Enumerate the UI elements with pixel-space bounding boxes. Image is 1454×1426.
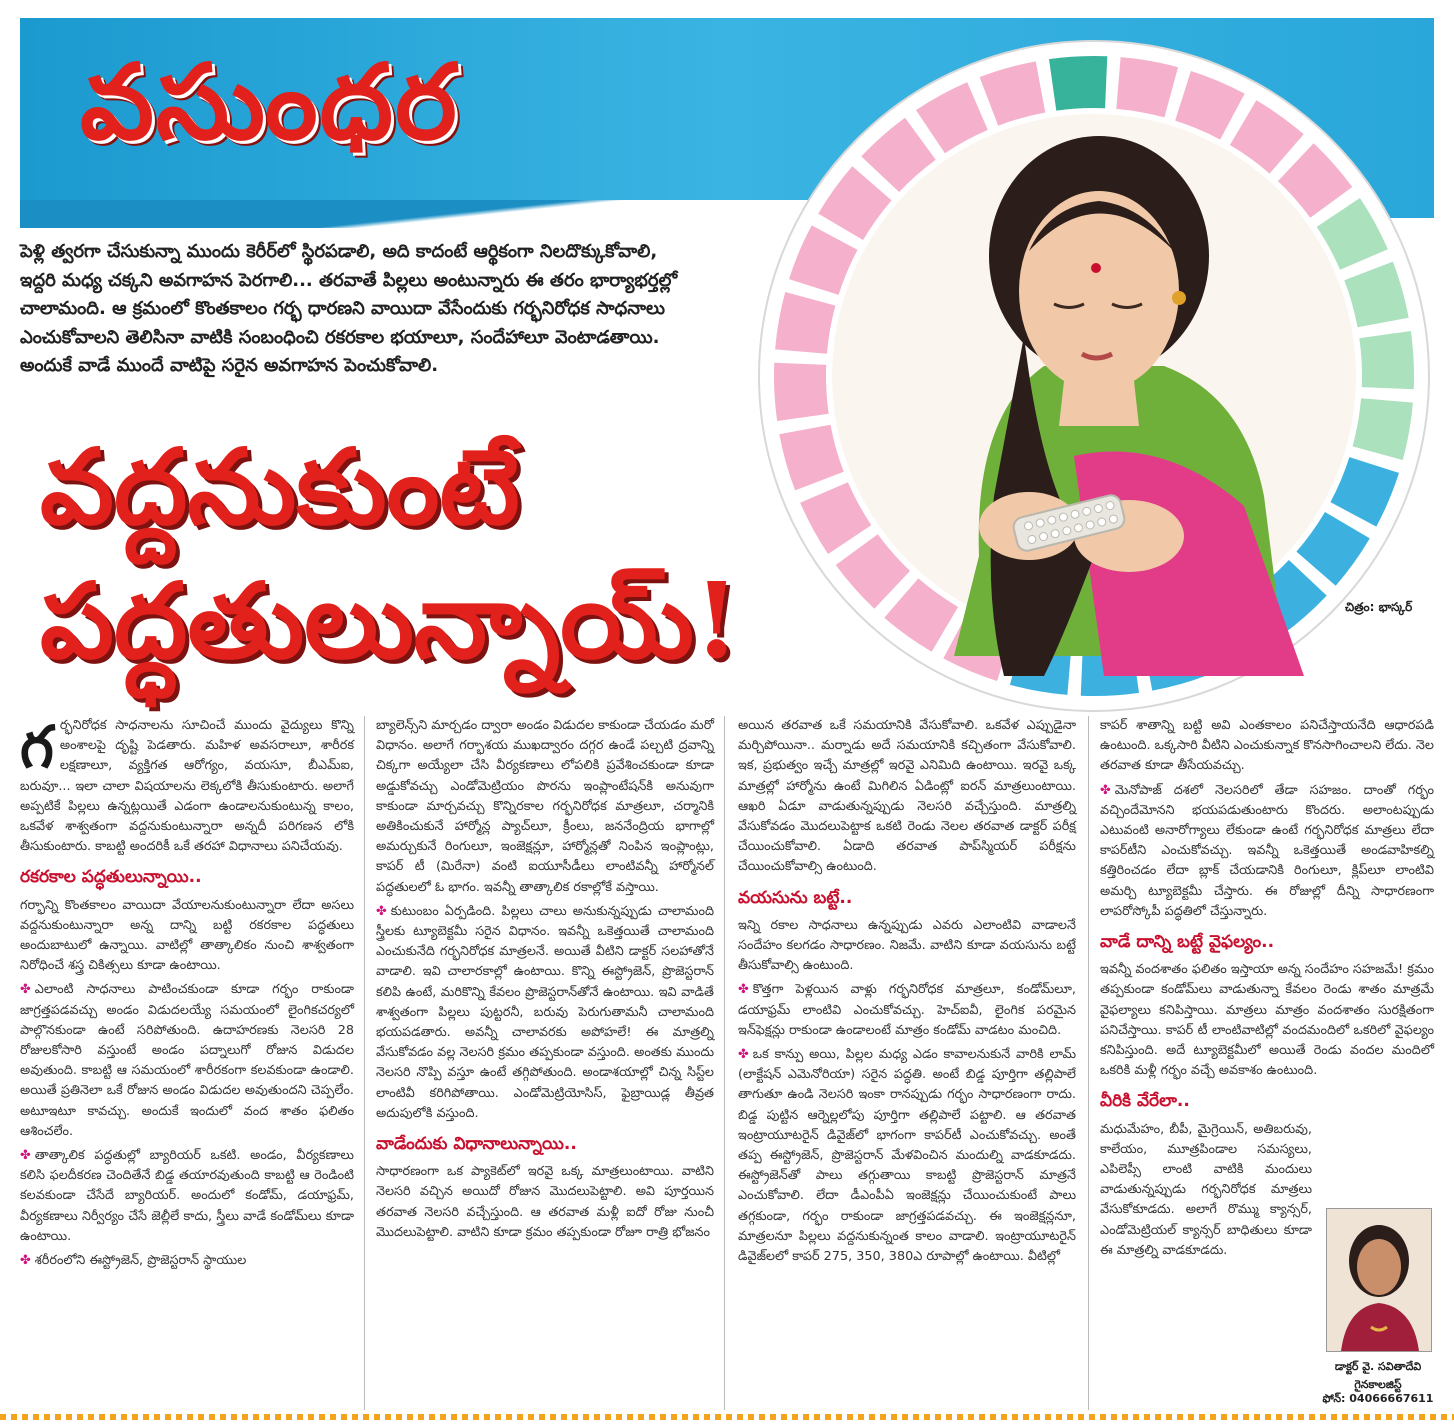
bullet-paragraph: ✤ తాత్కాలిక పద్ధతుల్లో బ్యారియర్ ఒకటి. అండం, వీర్యకణాలు కలిసి ఫలదీకరణ చెందితేనే బిడ్డ తయారవుతుంది కాబట్టి ఆ రెండింటి కలవకుండా చేసేదే బ్యారియర్. అందులో కండోమ్, డయాఫ్రమ్, వీర్యకణాలు నిర్వీర్యం చేసే జెల్లీలే కాదు, స్త్రీలు వాడే కండోమ్‌లు కూడా ఉంటాయి. xyxy=(20,1148,354,1244)
doctor-phone: ఫోన్: 04066667611 xyxy=(1322,1392,1434,1405)
headline-line-2: పద్ధతులున్నాయ్! xyxy=(40,559,740,682)
paragraph: సాధారణంగా ఒక ప్యాకెట్‌లో ఇరవై ఒక్క మాత్రలుంటాయి. వాటిని నెలసరి వచ్చిన అయిదో రోజున మొదలుపెట్టాలి. అవి పూర్తయిన తరవాత నెలసరి వచ్చేస్తుంది. ఆ తరవాత మళ్లీ ఐదో రోజు నుంచీ మొదలుపెట్టాలి. వాటిని కూడా క్రమం తప్పకుండా రోజూ రాత్రి భోజనం xyxy=(376,1164,714,1240)
column-4 xyxy=(1100,716,1434,1265)
paragraph: ఇవన్నీ వందశాతం ఫలితం ఇస్తాయా అన్న సందేహం సహజమే! క్రమం తప్పకుండా కండోమ్‌లు వాడుతున్నా కేవలం రెండు శాతం మాత్రమే వైఫల్యాలు కనిపిస్తాయి. మాత్రలు మాత్రం వందశాతం సురక్షితంగా పనిచేస్తాయి. కాపర్ టీ లాంటివాటిల్లో వందమందిలో ఒకరిలో వైఫల్యం కనిపిస్తుంది. అదే ట్యూబెక్టమీలో అయితే రెండు వందల మందిలో ఒకరికి మళ్లీ గర్భం వచ్చే అవకాశం ఉంటుంది. xyxy=(1100,962,1434,1079)
intro-line: ఇద్దరి మధ్య చక్కని అవగాహన పెరగాలి... తరవాతే పిల్లలు అంటున్నారు ఈ తరం భార్యాభర్తల్లో xyxy=(20,269,678,291)
paragraph: మధుమేహం, బీపీ, మైగ్రెయిన్, అతిబరువు, కాలేయం, మూత్రపిండాల సమస్యలు, ఎపిలెప్సీ లాంటి వాటికి మందులు వాడుతున్నప్పుడు గర్భనిరోధక మాత్రలు వేసుకోకూడదు. అలాగే రొమ్ము క్యాన్సర్, ఎండోమెట్రియల్ క్యాన్సర్ బాధితులు కూడా ఈ మాత్రల్ని వాడకూడదు. xyxy=(1100,1121,1312,1258)
calendar-day-segment xyxy=(774,363,829,421)
section-heading: వీరికి వేరేలా.. xyxy=(1100,1091,1190,1112)
flower-bullet-icon: ✤ xyxy=(20,1148,31,1164)
section-heading: వాడేందుకు విధానాలున్నాయి.. xyxy=(376,1134,577,1155)
illustration-credit: చిత్రం: భాస్కర్ xyxy=(1345,600,1413,614)
bullet-paragraph: ✤ కొత్తగా పెళ్లయిన వాళ్లు గర్భనిరోధక మాత్రలూ, కండోమ్‌లూ, డయాఫ్రమ్ లాంటివి ఎంచుకోవచ్చు. హెచ్ఐవీ, లైంగిక పరమైన ఇన్‌ఫెక్షన్లు రాకుండా ఉండాలంటే మాత్రం కండోమ్ వాడటం మంచిది. xyxy=(738,982,1076,1038)
calendar-day-segment xyxy=(1049,56,1107,111)
article-headline xyxy=(40,420,740,688)
column-divider xyxy=(1088,716,1089,1410)
section-heading: వయసును బట్టే.. xyxy=(738,887,853,908)
section-heading: వాడే దాన్ని బట్టే వైఫల్యం.. xyxy=(1100,932,1275,953)
doctor-card xyxy=(1322,1208,1434,1406)
paragraph: గర్భాన్ని కొంతకాలం వాయిదా వేయాలనుకుంటున్నారా లేదా అసలు వద్దనుకుంటున్నారా అన్న దాన్ని బట్టి రకరకాల పద్ధతులు అందుబాటులో ఉన్నాయి. వాటిల్లో తాత్కాలికం నుంచి శాశ్వతంగా నిరోధించే శస్త్ర చికిత్సలు కూడా ఉంటాయి. xyxy=(20,897,354,974)
intro-line: పెళ్లి త్వరగా చేసుకున్నా ముందు కెరీర్‌లో స్థిరపడాలి, అది కాదంటే ఆర్థికంగా నిలదొక్కుకోవాలి, xyxy=(20,241,658,262)
bullet-paragraph: ✤ కుటుంబం ఏర్పడింది. పిల్లలు చాలు అనుకున్నప్పుడు చాలామంది స్త్రీలకు ట్యూబెక్టమీ సరైన విధానం. ఇవన్నీ ఒకెత్తయితే చాలామంది ఎంచుకునేది గర్భనిరోధక మాత్రలనే. అయితే వీటిని డాక్టర్ సలహాతోనే వాడాలి. ఇవి చాలారకాల్లో ఉంటాయి. కొన్ని ఈస్ట్రోజెన్, ప్రొజెస్టరాన్ కలిపి ఉంటే, మరికొన్ని కేవలం ప్రొజెస్టరాన్‌తోనే ఉంటాయి. ఇవి వాడితే శాశ్వతంగా పిల్లలు పుట్టరనీ, బరువు పెరుగుతామనీ చాలామంది భయపడతారు. అవన్నీ చాలావరకు అపోహలే! ఈ మాత్రల్ని వేసుకోవడం వల్ల నెలసరి క్రమం తప్పకుండా వస్తుంది. అంతకు ముందు నెలసరి నొప్పి వస్తూ ఉంటే తగ్గిపోతుంది. అండాశయాల్లో చిన్న సిస్ట్‌ల లాంటివీ కరిగిపోతాయి. ఎండోమెట్రియోసిస్, ఫైబ్రాయిడ్ల తీవ్రత అదుపులోకి వస్తుంది. xyxy=(376,903,714,1121)
column-divider xyxy=(364,716,365,1410)
flower-bullet-icon: ✤ xyxy=(738,1047,749,1063)
bullet-paragraph: ✤ ఎలాంటి సాధనాలు పాటించకుండా కూడా గర్భం రాకుండా జాగ్రత్తపడవచ్చు అండం విడుదలయ్యే సమయంలో లైంగికచర్యలో పాల్గొనకుండా ఉంటే సరిపోతుంది. ఉదాహరణకు నెలసరి 28 రోజులకోసారి వస్తుంటే అండం పద్నాలుగో రోజున విడుదల అవుతుంది. కాబట్టి ఆ సమయంలో శారీరకంగా కలవకుండా ఉండాలి. అయితే ప్రతినెలా ఒకే రోజున అండం విడుదల అవుతుందని చెప్పలేం. అటూఇటూ కావచ్చు. అందుకే ఇందులో వంద శాతం ఫలితం ఆశించలేం. xyxy=(20,982,354,1139)
intro-line: ఎంచుకోవాలని తెలిసినా వాటికి సంబంధించి రకరకాల భయాలూ, సందేహాలూ వెంటాడతాయి. xyxy=(20,326,660,348)
column-3 xyxy=(738,716,1076,1271)
paragraph: ర్భనిరోధక సాధనాలను సూచించే ముందు వైద్యులు కొన్ని అంశాలపై దృష్టి పెడతారు. మహిళ అవసరాలూ, శారీరక లక్షణాలూ, వ్యక్తిగత ఆరోగ్యం, వయసూ, బీఎమ్ఐ, బరువూ... ఇలా చాలా విషయాలను లెక్కలోకి తీసుకుంటారు. అలాగే అప్పటికే పిల్లలు ఉన్నట్లయితే ఎడంగా ఉండాలనుకుంటున్న కాలం, ఒకవేళ శాశ్వతంగా వద్దనుకుంటున్నారా అన్నదీ పరిగణన లోకి తీసుకుంటారు. కాబట్టి అందరికీ ఒకే తరహా విధానాలు పనిచేయవు. xyxy=(20,718,354,855)
doctor-name: డాక్టర్ వై. సవితాదేవి xyxy=(1334,1360,1422,1373)
paragraph: ఇన్ని రకాల సాధనాలు ఉన్నప్పుడు ఎవరు ఎలాంటివి వాడాలనే సందేహం కలగడం సాధారణం. నిజమే. వాటిని కూడా వయసును బట్టే తీసుకోవాల్సి ఉంటుంది. xyxy=(738,917,1076,974)
column-2 xyxy=(376,716,714,1247)
flower-bullet-icon: ✤ xyxy=(20,1253,31,1269)
bullet-paragraph: ✤ శరీరంలోని ఈస్ట్రోజెన్, ప్రొజెస్టరాన్ స్థాయుల xyxy=(20,1253,247,1269)
paragraph: అయిన తరవాత ఒకే సమయానికి వేసుకోవాలి. ఒకవేళ ఎప్పుడైనా మర్చిపోయినా.. మర్నాడు అదే సమయానికి కచ్చితంగా వేసుకోవాలి. ఇక, ప్రభుత్వం ఇచ్చే మాత్రల్లో ఇరవై ఎనిమిది ఉంటాయి. ఇరవై ఒక్క మాత్రల్లో హార్మోను ఉంటే మిగిలిన ఏడింట్లో ఐరన్ మాత్రలుంటాయి. ఆఖరి ఏడూ వాడుతున్నప్పుడు నెలసరి వచ్చేస్తుంది. మాత్రల్ని వేసుకోవడం మొదలుపెట్టాక ఒకటి రెండు నెలల తరవాత డాక్టర్ పరీక్ష చేయించుకోవాలి. ఏడాది తరవాత పాప్‌స్మియర్ పరీక్షను చేయించుకోవాల్సి ఉంటుంది. xyxy=(738,718,1076,875)
paragraph: కాపర్ శాతాన్ని బట్టి అవి ఎంతకాలం పనిచేస్తాయనేది ఆధారపడి ఉంటుంది. ఒక్కసారి వీటిని ఎంచుకున్నాక కొనసాగించాలని లేదు. నెల తరవాత కూడా తీసేయవచ్చు. xyxy=(1100,718,1434,774)
intro-line: చాలామంది. ఆ క్రమంలో కొంతకాలం గర్భ ధారణని వాయిదా వేసేందుకు గర్భనిరోధక సాధనాలు xyxy=(20,298,665,319)
flower-bullet-icon: ✤ xyxy=(376,903,387,919)
drop-cap: గ xyxy=(20,713,54,781)
cycle-calendar-illustration xyxy=(744,36,1444,716)
calendar-day-segment xyxy=(1359,331,1414,389)
intro-paragraph xyxy=(20,238,750,381)
bottom-dotted-rule xyxy=(0,1414,1454,1420)
flower-bullet-icon: ✤ xyxy=(1100,782,1111,798)
doctor-role: గైనకాలజిస్ట్ xyxy=(1354,1378,1402,1391)
headline-line-1: వద్దనుకుంటే xyxy=(40,425,520,548)
column-1 xyxy=(20,713,354,1275)
doctor-photo xyxy=(1326,1208,1432,1352)
section-heading: రకరకాల పద్ధతులున్నాయి.. xyxy=(20,867,202,888)
masthead-title: వసుంధర xyxy=(80,40,459,163)
intro-line: అందుకే వాడే ముందే వాటిపై సరైన అవగాహన పెంచుకోవాలి. xyxy=(20,355,439,376)
bullet-paragraph: ✤ మెనోపాజ్ దశలో నెలసరిలో తేడా సహజం. దాంతో గర్భం వచ్చిందేమోనని భయపడుతుంటారు కొందరు. అలాంటప్పుడు ఎటువంటి అనారోగ్యాలు లేకుండా ఉంటే గర్భనిరోధక మాత్రలు లేదా కాపర్‌టీని ఎంచుకోవచ్చు. ఇవన్నీ ఒకెత్తయితే అండవాహికల్ని కత్తిరించడం లేదా బ్లాక్ చేయడానికి రింగులూ, క్లిప్‌లూ లాంటివి అమర్చి ట్యూబెక్టమీ చేస్తారు. ఈ రోజుల్లో దీన్ని సాధారణంగా లాపరోస్కోపీ పద్ధతిలో చేస్తున్నారు. xyxy=(1100,782,1434,919)
paragraph: బ్యాలెన్స్‌ని మార్చడం ద్వారా అండం విడుదల కాకుండా చేయడం మరో విధానం. అలాగే గర్భాశయ ముఖద్వారం దగ్గర ఉండే పల్చటి ద్రవాన్ని చిక్కగా అయ్యేలా చేసి వీర్యకణాలు లోపలికి ప్రవేశించకుండా కూడా అడ్డుకోవచ్చు ఎండోమెట్రియం పొరను ఇంప్లాంటేషన్‌కి అనువుగా కాకుండా మార్చవచ్చు కొన్నిరకాల గర్భనిరోధక మాత్రలూ, చర్మానికి అతికించుకునే హార్మోన్ల ప్యాచ్‌లూ, క్రీంలు, జననేంద్రియ భాగాల్లో అమర్చుకునే రింగులూ, ఇంజెక్షన్లూ, హార్మోన్లతో నింపిన ఇంప్లాంట్లు, కాపర్ టీ (మిరేనా) వంటి ఐయూసీడీలు లాంటివన్నీ హార్మోనల్ పద్ధతులలో ఓ భాగం. ఇవన్నీ తాత్కాలిక రకాల్లోకే వస్తాయి. xyxy=(376,718,714,895)
flower-bullet-icon: ✤ xyxy=(20,982,31,998)
column-divider xyxy=(724,716,725,1410)
flower-bullet-icon: ✤ xyxy=(738,982,749,998)
bullet-paragraph: ✤ ఒక కాన్పు అయి, పిల్లల మధ్య ఎడం కావాలనుకునే వారికి లామ్ (లాక్టేషన్ ఎమెనోరియా) సరైన పద్ధతి. అంటే బిడ్డ పూర్తిగా తల్లిపాలే తాగుతూ ఉండి నెలసరి ఇంకా రానప్పుడు గర్భం సాధారణంగా రాదు. బిడ్డ పుట్టిన ఆర్నెల్లలోపు పూర్తిగా తల్లిపాలే పట్టాలి. ఆ తరవాత ఇంట్రాయూటరైన్ డివైజ్‌లో భాగంగా కాపర్‌టీ ఎంచుకోవచ్చు. అంతే తప్ప ఈస్ట్రోజెన్, ప్రొజెస్టరాన్ మేళవించిన మందుల్ని వాడకూడదు. ఈస్ట్రోజెన్‌తో పాలు తగ్గుతాయి కాబట్టి ప్రొజెస్టరాన్ మాత్రనే ఎంచుకోవాలి. లేదా డీఎంపీఏ ఇంజెక్షన్లు చేయించుకుంటే పాలు తగ్గకుండా, గర్భం రాకుండా జాగ్రత్తపడవచ్చు. ఈ ఇంజెక్షన్లనూ, మాత్రలనూ పిల్లలు వద్దనుకున్నంత కాలం వాడాలి. ఇంట్రాయూటరైన్ డివైజ్‌లలో కాపర్ 275, 350, 380ఎ రూపాల్లో ఉంటాయి. వీటిల్లో xyxy=(738,1047,1076,1265)
